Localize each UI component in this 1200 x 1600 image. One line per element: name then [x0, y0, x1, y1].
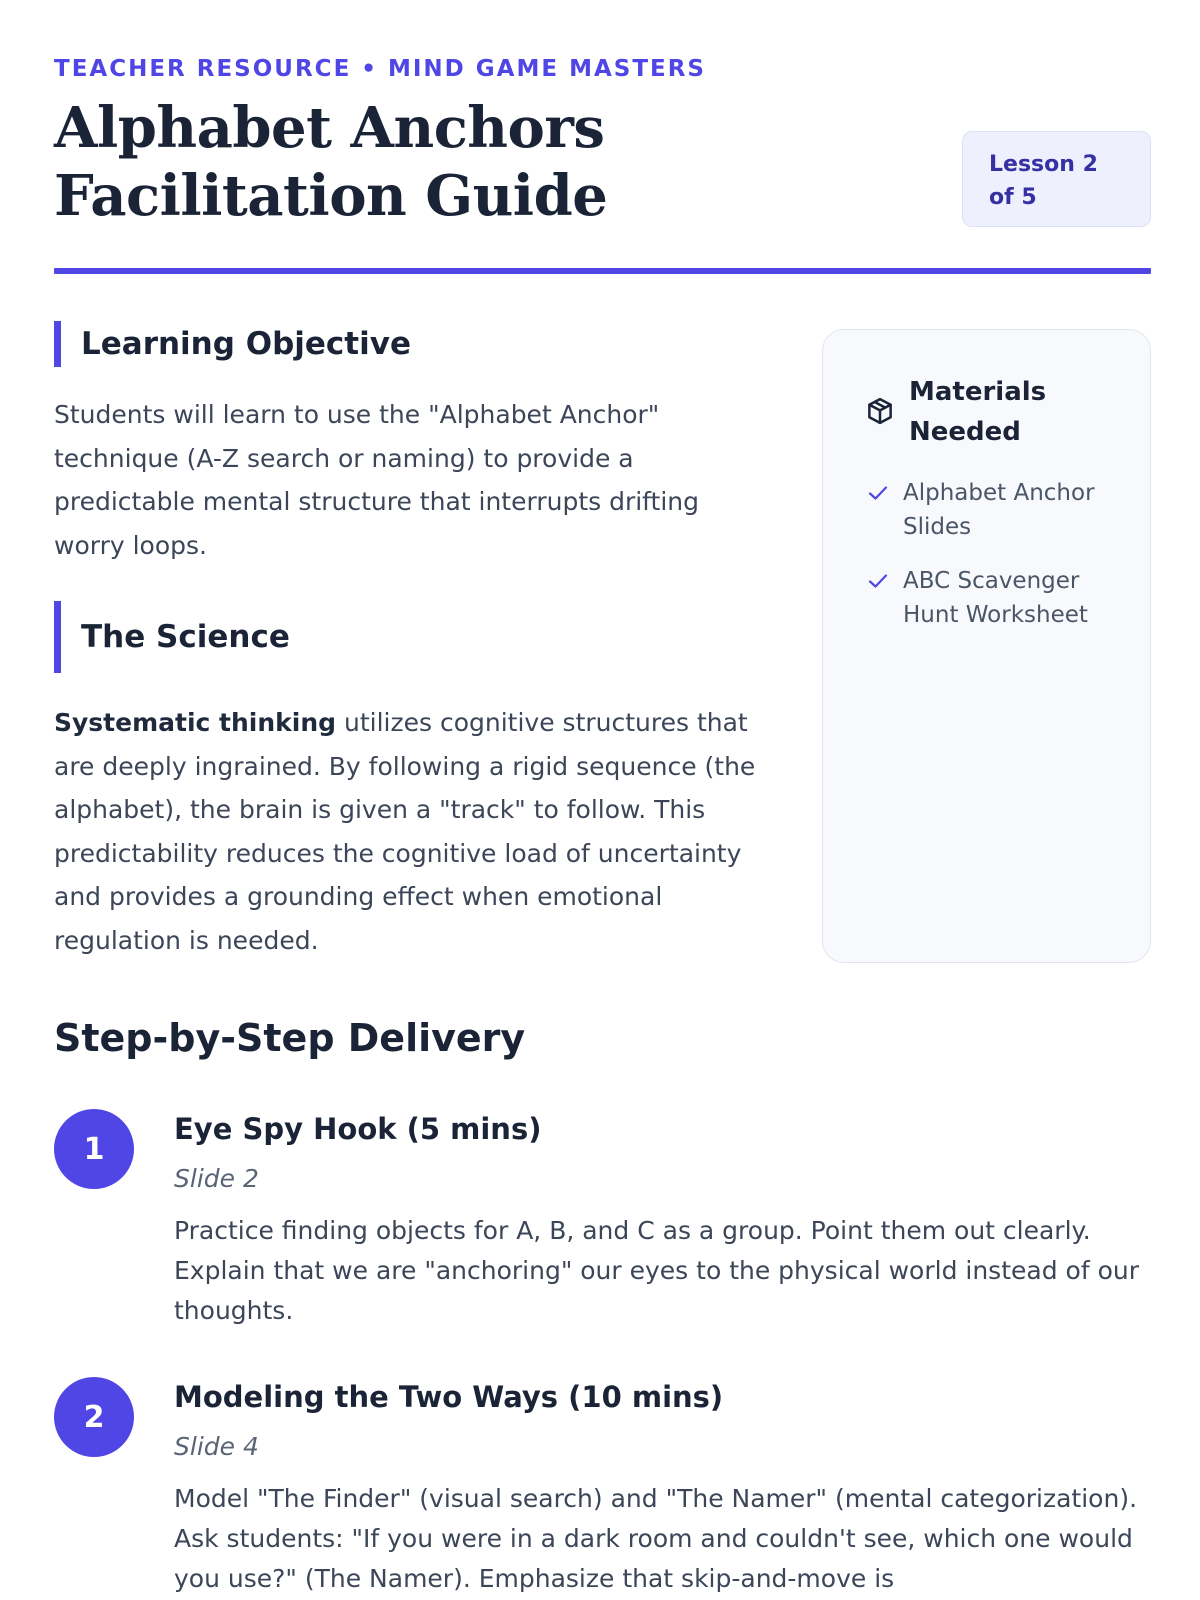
- materials-title: Materials Needed: [909, 377, 1047, 447]
- materials-header: [865, 372, 1099, 452]
- science-heading: The Science: [54, 601, 290, 673]
- step-content: [174, 1109, 1151, 1331]
- eyebrow-label: TEACHER RESOURCE • MIND GAME MASTERS: [54, 56, 706, 82]
- step-number-badge: 2: [54, 1377, 134, 1457]
- materials-item: [865, 564, 1125, 632]
- science-lead-term: Systematic thinking: [54, 708, 337, 737]
- step-description: Model "The Finder" (visual search) and "The Namer" (mental categorization). Ask students: "If you were in a dark room and couldn't see, which one would you use?" (The Namer). Emphasize that skip-and-move is: [174, 1484, 1138, 1593]
- step-title: Eye Spy Hook (5 mins): [174, 1112, 542, 1146]
- materials-item: [865, 476, 1125, 544]
- check-icon: [865, 569, 891, 593]
- check-icon: [865, 481, 891, 505]
- materials-item-label: ABC Scavenger Hunt Worksheet: [903, 568, 1088, 628]
- materials-card: [822, 329, 1151, 963]
- step-slide-ref: Slide 2: [174, 1164, 259, 1193]
- step-slide-ref: Slide 4: [174, 1432, 259, 1461]
- science-body: utilizes cognitive structures that are deeply ingrained. By following a rigid sequence (the alphabet), the brain is given a "track" to follow. This predictability reduces the cognitive load of uncertainty and provides a grounding effect when emotional regulation is needed.: [54, 708, 756, 955]
- materials-list: [865, 476, 1125, 652]
- step-content: [174, 1377, 1151, 1599]
- steps-heading: Step-by-Step Delivery: [54, 1016, 526, 1060]
- step-description: Practice finding objects for A, B, and C as a group. Point them out clearly. Explain that we are "anchoring" our eyes to the physical world instead of our thoughts.: [174, 1216, 1139, 1325]
- objective-heading: Learning Objective: [54, 321, 411, 367]
- box-icon: [865, 396, 895, 426]
- science-text: [54, 701, 774, 962]
- objective-text: Students will learn to use the "Alphabet Anchor" technique (A-Z search or naming) to provide a predictable mental structure that interrupts drifting worry loops.: [54, 400, 700, 560]
- header-divider: [54, 268, 1151, 274]
- materials-item-label: Alphabet Anchor Slides: [903, 480, 1095, 540]
- page-title: Alphabet Anchors Facilitation Guide: [54, 95, 608, 229]
- step-number-badge: 1: [54, 1109, 134, 1189]
- step-title: Modeling the Two Ways (10 mins): [174, 1380, 724, 1414]
- lesson-badge: Lesson 2 of 5: [962, 131, 1151, 227]
